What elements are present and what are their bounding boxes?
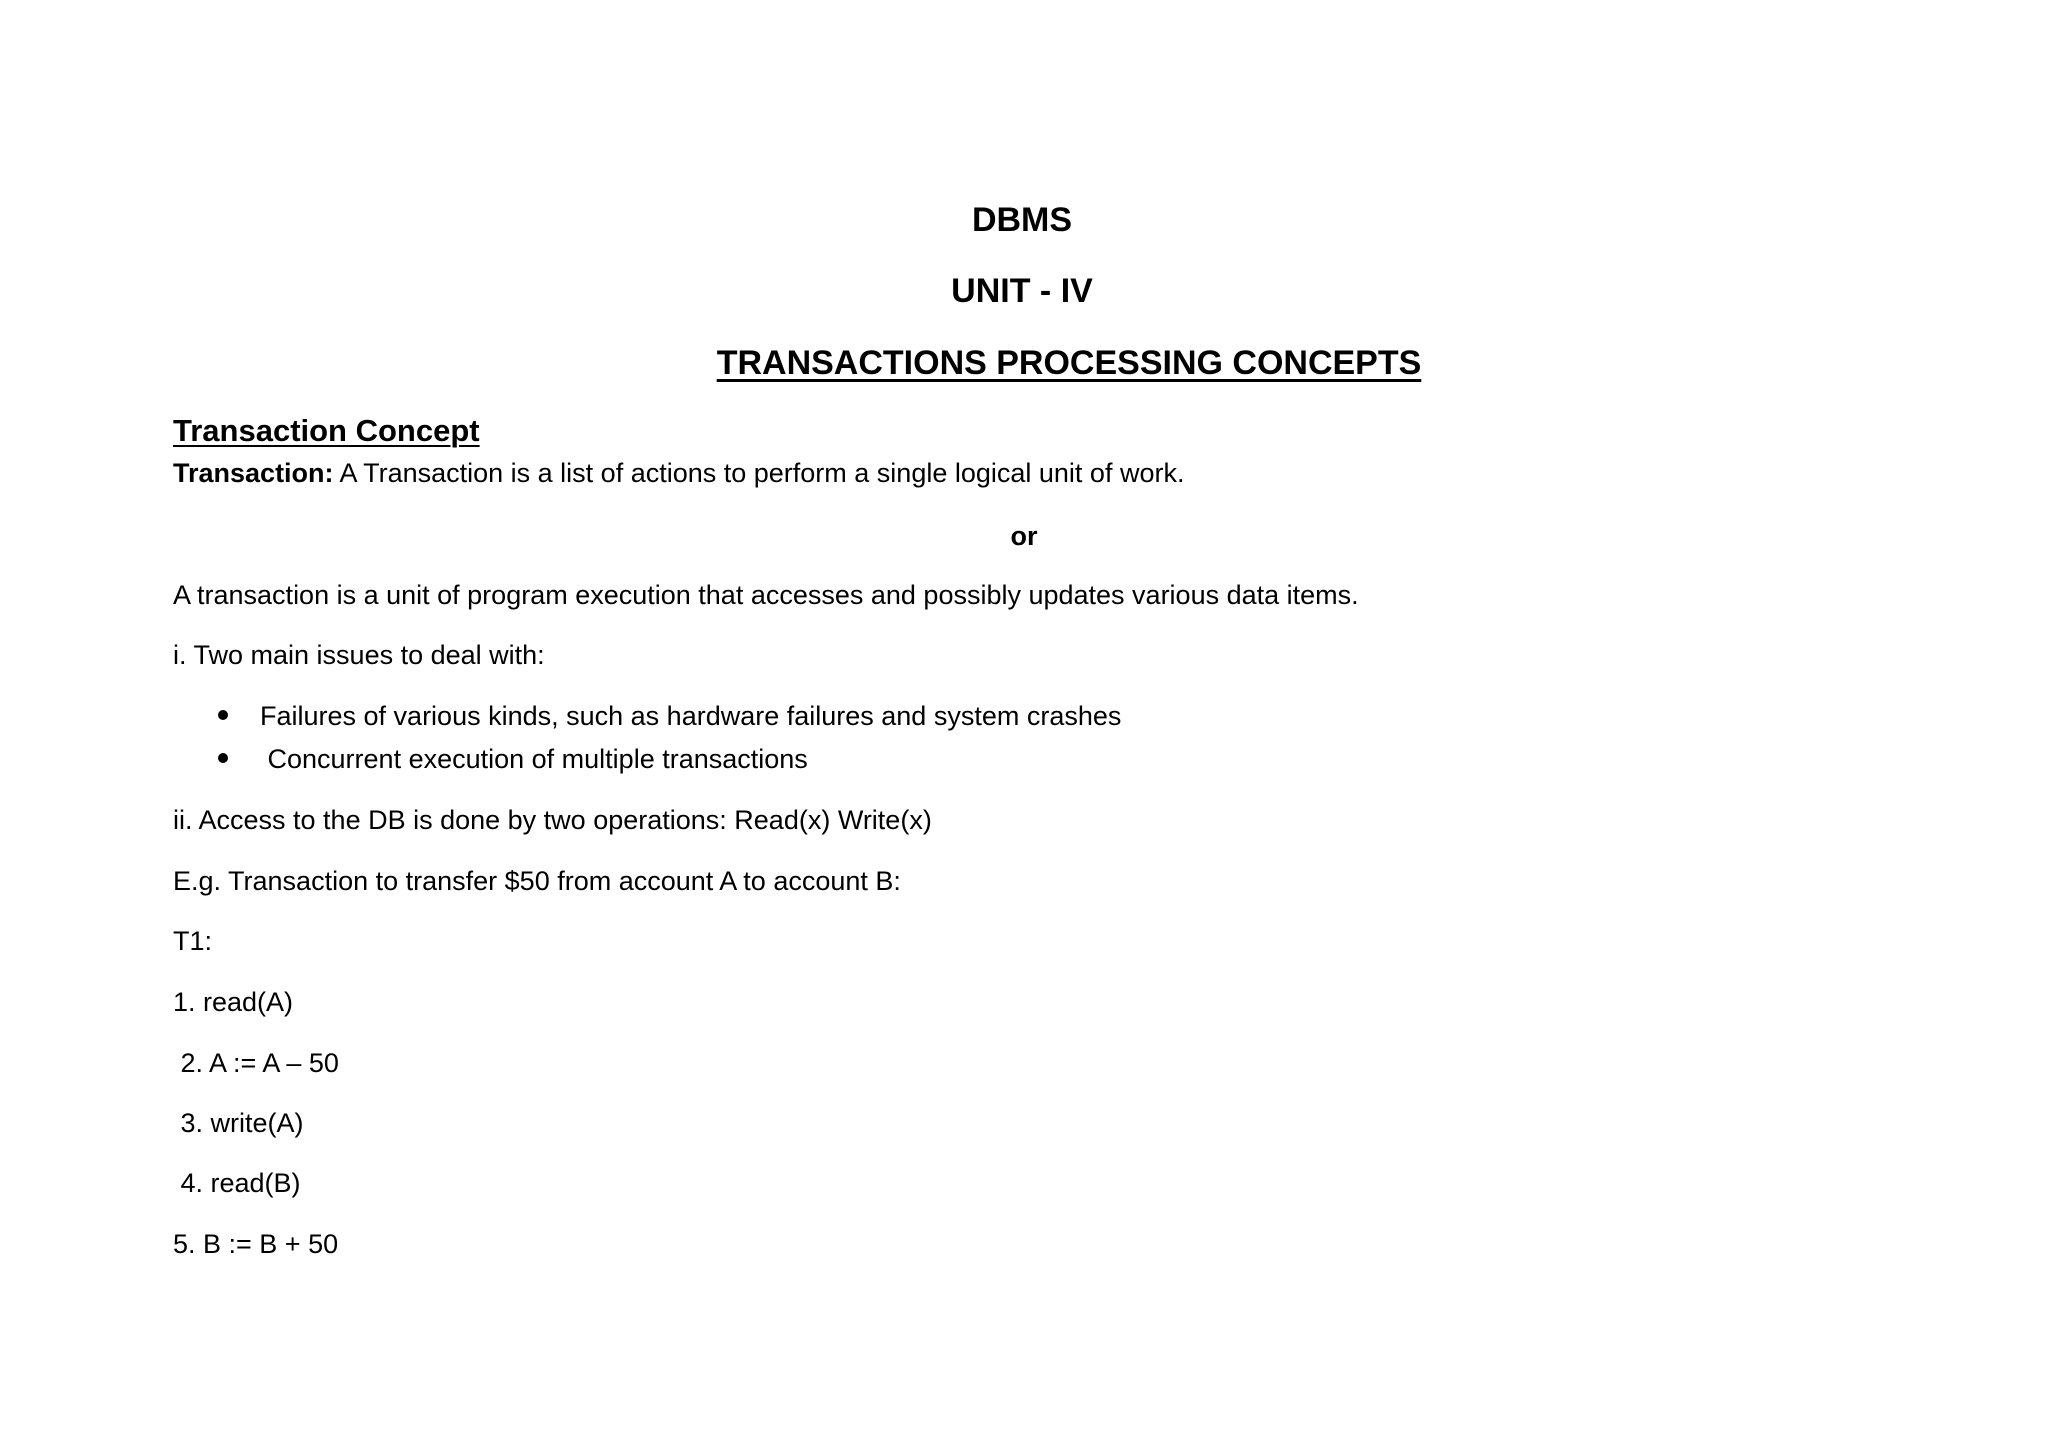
step-item: 5. B := B + 50 — [173, 1229, 339, 1259]
transaction-label: T1: — [173, 926, 213, 956]
bullet-icon — [218, 710, 228, 720]
access-line: ii. Access to the DB is done by two operations: Read(x) Write(x) — [173, 805, 932, 835]
step-item: 2. A := A – 50 — [173, 1048, 339, 1078]
definition-text: A Transaction is a list of actions to perform a single logical unit of work. — [333, 458, 1185, 488]
page-title: TRANSACTIONS PROCESSING CONCEPTS — [716, 344, 1422, 382]
section-heading: Transaction Concept — [173, 413, 480, 448]
alt-definition-paragraph: A transaction is a unit of program execution that accesses and possibly updates various data items. — [173, 580, 1359, 610]
step-item: 4. read(B) — [173, 1168, 301, 1198]
list-item — [218, 742, 808, 776]
list-item — [218, 699, 1121, 733]
subject-title: DBMS — [971, 201, 1073, 239]
list-item-text: Concurrent execution of multiple transactions — [260, 744, 808, 774]
step-item: 3. write(A) — [173, 1108, 304, 1138]
issues-intro: i. Two main issues to deal with: — [173, 640, 545, 670]
unit-title: UNIT - IV — [951, 272, 1093, 310]
list-item-text: Failures of various kinds, such as hardware failures and system crashes — [260, 701, 1122, 731]
example-intro: E.g. Transaction to transfer $50 from account A to account B: — [173, 866, 901, 896]
bullet-icon — [218, 753, 228, 763]
or-separator: or — [1010, 521, 1038, 551]
definition-term: Transaction: — [173, 458, 334, 488]
definition-paragraph — [173, 456, 1184, 490]
step-item: 1. read(A) — [173, 987, 294, 1017]
